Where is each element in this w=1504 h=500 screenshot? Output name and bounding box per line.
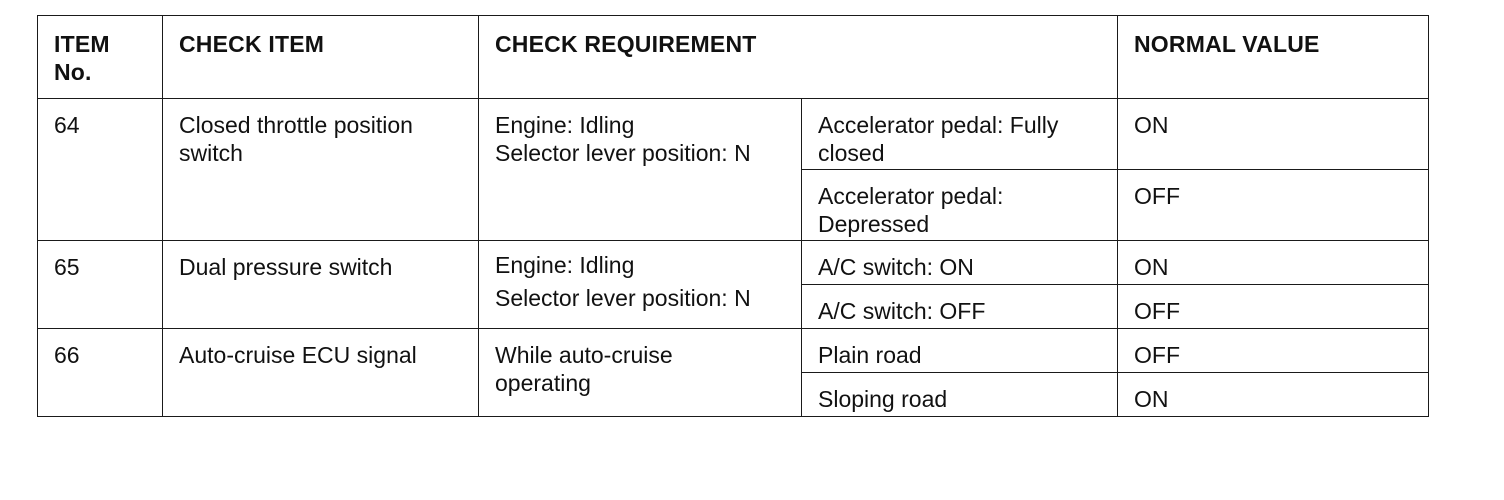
table-row	[38, 99, 1429, 170]
condition-cell: Accelerator pedal: Fully closed	[802, 99, 1118, 170]
normal-value-cell: OFF	[1118, 170, 1429, 241]
item-no-cell: 65	[38, 241, 163, 329]
condition-cell: A/C switch: ON	[802, 241, 1118, 285]
normal-value-cell: ON	[1118, 241, 1429, 285]
table-row	[38, 241, 1429, 285]
normal-value-cell: OFF	[1118, 329, 1429, 373]
header-check-item: CHECK ITEM	[163, 16, 479, 99]
check-item-cell: Auto-cruise ECU signal	[163, 329, 479, 417]
normal-value-cell: ON	[1118, 373, 1429, 417]
condition-cell: Accelerator pedal: Depressed	[802, 170, 1118, 241]
header-item-no: ITEM No.	[38, 16, 163, 99]
normal-value-cell: ON	[1118, 99, 1429, 170]
header-row	[38, 16, 1429, 99]
condition-cell: A/C switch: OFF	[802, 285, 1118, 329]
condition-cell: Plain road	[802, 329, 1118, 373]
item-no-cell: 66	[38, 329, 163, 417]
requirement-cell: Engine: Idling Selector lever position: N	[479, 99, 802, 241]
check-item-cell: Closed throttle position switch	[163, 99, 479, 241]
header-normal-value: NORMAL VALUE	[1118, 16, 1429, 99]
header-check-requirement: CHECK REQUIREMENT	[479, 16, 1118, 99]
table-row	[38, 329, 1429, 373]
requirement-cell: While auto-cruise operating	[479, 329, 802, 417]
condition-cell: Sloping road	[802, 373, 1118, 417]
check-item-cell: Dual pressure switch	[163, 241, 479, 329]
check-table	[37, 15, 1429, 417]
normal-value-cell: OFF	[1118, 285, 1429, 329]
item-no-cell: 64	[38, 99, 163, 241]
requirement-cell: Engine: Idling Selector lever position: N	[479, 241, 802, 329]
